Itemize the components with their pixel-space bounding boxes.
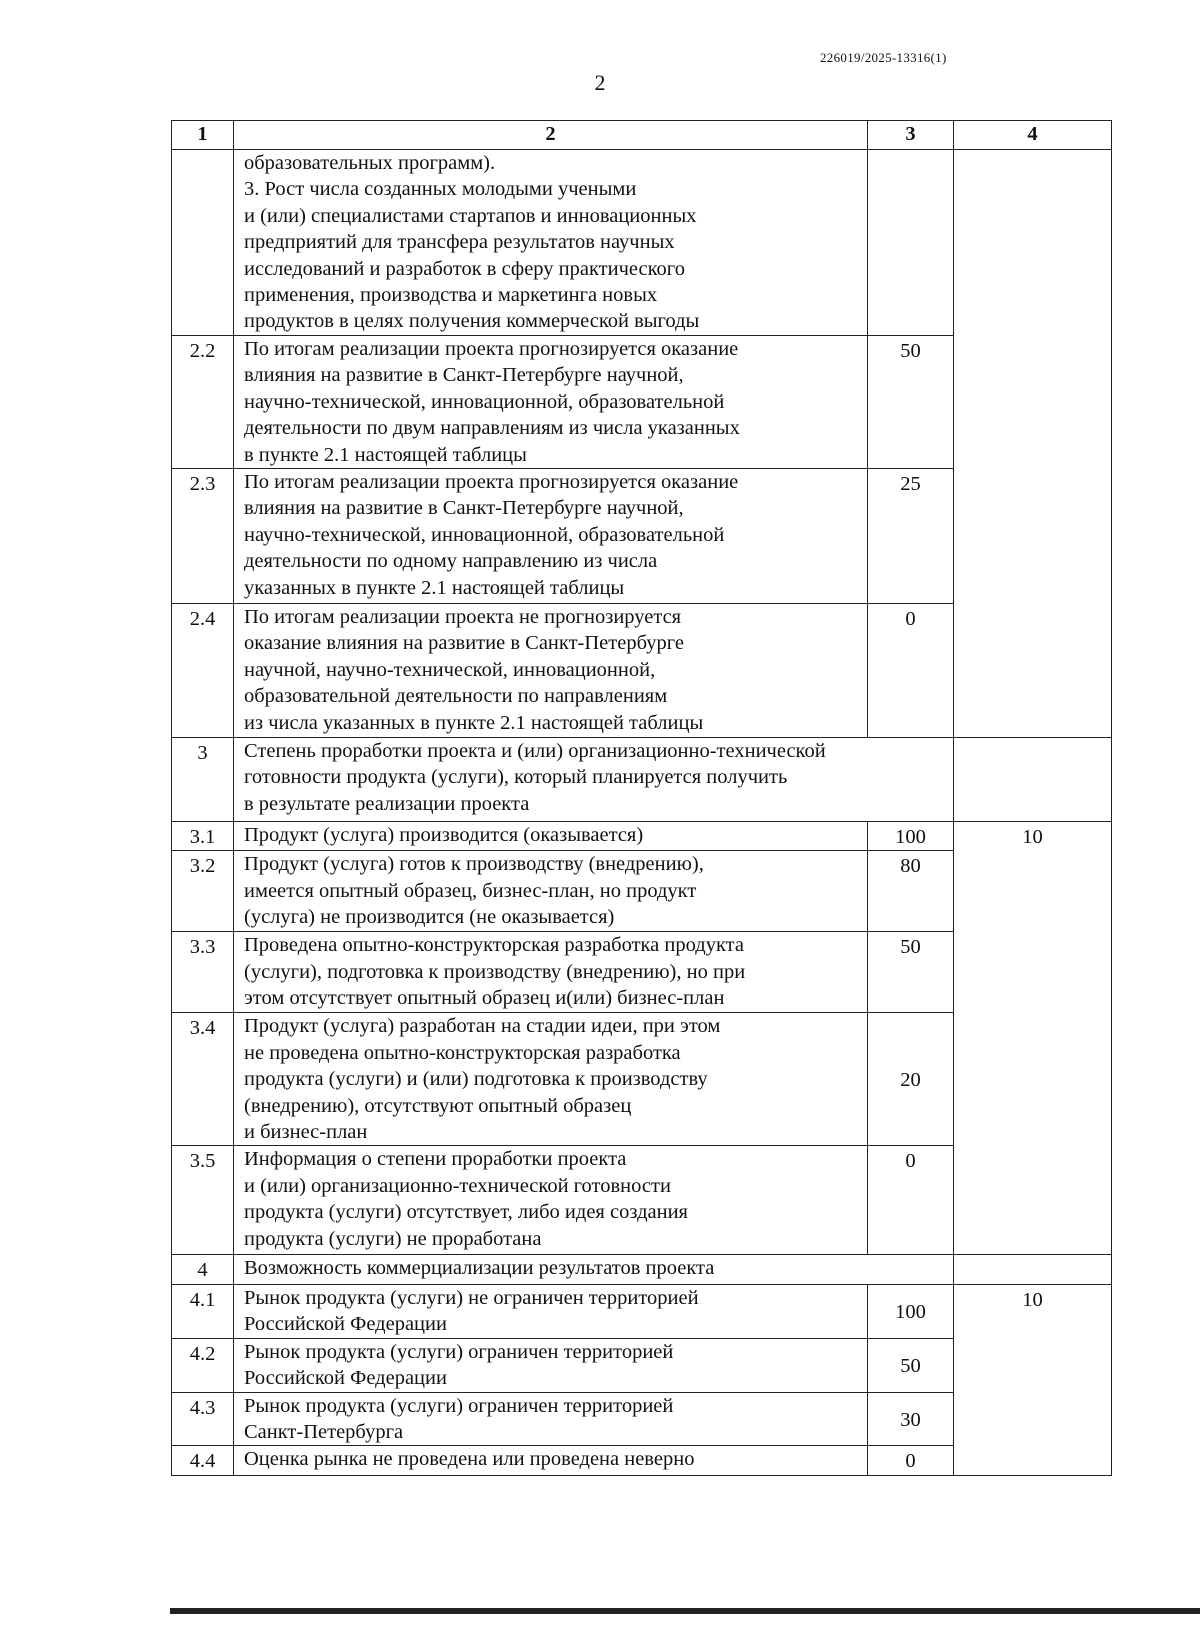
row-score: 100 (868, 1284, 954, 1338)
column-header: 3 (868, 121, 954, 150)
row-text: образовательных программ). 3. Рост числа созданных молодыми учеными и (или) специалистами стартапов и инновационных предприятий для трансфера результатов научных исследований и разработок в сферу практического применения, производства и маркетинга новых продуктов в целях получения коммерческой выгоды (234, 150, 868, 336)
row-score: 50 (868, 336, 954, 469)
row-weight (954, 150, 1112, 738)
row-number: 4.2 (172, 1338, 234, 1392)
row-number: 4.1 (172, 1284, 234, 1338)
section-heading-row (172, 738, 1112, 822)
row-number (172, 150, 234, 336)
table-row (172, 1284, 1112, 1338)
column-header: 4 (954, 121, 1112, 150)
row-text: Степень проработки проекта и (или) организационно-технической готовности продукта (услуги), который планируется получить в результате реализации проекта (234, 738, 954, 822)
table-header-row (172, 121, 1112, 150)
row-number: 3.1 (172, 822, 234, 851)
row-number: 2.2 (172, 336, 234, 469)
row-number: 3.5 (172, 1146, 234, 1255)
row-score: 25 (868, 469, 954, 604)
row-weight (954, 1255, 1112, 1284)
row-number: 3.3 (172, 932, 234, 1013)
row-text: Продукт (услуга) готов к производству (внедрению), имеется опытный образец, бизнес-план, но продукт (услуга) не производится (не оказывается) (234, 851, 868, 932)
row-text: Проведена опытно-конструкторская разработка продукта (услуги), подготовка к производству (внедрению), но при этом отсутствует опытный образец и(или) бизнес-план (234, 932, 868, 1013)
row-number: 2.3 (172, 469, 234, 604)
page-number: 2 (594, 70, 606, 95)
row-number: 4.3 (172, 1392, 234, 1446)
scan-edge-line (170, 1608, 1200, 1614)
criteria-table (171, 120, 1112, 1476)
row-text: Оценка рынка не проведена или проведена неверно (234, 1446, 868, 1475)
row-text: По итогам реализации проекта прогнозируется оказание влияния на развитие в Санкт-Петербурге научной, научно-технической, инновационной, образовательной деятельности по двум направлениям из числа указанных в пункте 2.1 настоящей таблицы (234, 336, 868, 469)
row-score: 80 (868, 851, 954, 932)
row-score: 50 (868, 1338, 954, 1392)
row-number: 3.4 (172, 1013, 234, 1146)
row-text: Продукт (услуга) производится (оказывается) (234, 822, 868, 851)
row-weight (954, 738, 1112, 822)
row-text: Возможность коммерциализации результатов проекта (234, 1255, 954, 1284)
row-text: Информация о степени проработки проекта и (или) организационно-технической готовности продукта (услуги) отсутствует, либо идея создания продукта (услуги) не проработана (234, 1146, 868, 1255)
row-number: 2.4 (172, 604, 234, 738)
row-weight: 10 (954, 1284, 1112, 1475)
column-header: 2 (234, 121, 868, 150)
row-text: По итогам реализации проекта прогнозируется оказание влияния на развитие в Санкт-Петербурге научной, научно-технической, инновационной, образовательной деятельности по одному направлению из числа указанных в пункте 2.1 настоящей таблицы (234, 469, 868, 604)
row-score: 50 (868, 932, 954, 1013)
table-row (172, 822, 1112, 851)
row-text: Продукт (услуга) разработан на стадии идеи, при этом не проведена опытно-конструкторская разработка продукта (услуги) и (или) подготовка к производству (внедрению), отсутствуют опытный образец и бизнес-план (234, 1013, 868, 1146)
table-row (172, 150, 1112, 336)
section-heading-row (172, 1255, 1112, 1284)
row-score (868, 150, 954, 336)
row-number: 3.2 (172, 851, 234, 932)
row-score: 20 (868, 1013, 954, 1146)
row-weight: 10 (954, 822, 1112, 1255)
document-number: 226019/2025-13316(1) (820, 50, 947, 65)
row-number: 4.4 (172, 1446, 234, 1475)
row-number: 4 (172, 1255, 234, 1284)
row-score: 30 (868, 1392, 954, 1446)
row-number: 3 (172, 738, 234, 822)
column-header: 1 (172, 121, 234, 150)
row-score: 0 (868, 1446, 954, 1475)
row-score: 100 (868, 822, 954, 851)
row-text: Рынок продукта (услуги) ограничен территорией Санкт-Петербурга (234, 1392, 868, 1446)
row-text: По итогам реализации проекта не прогнозируется оказание влияния на развитие в Санкт-Петербурге научной, научно-технической, инновационной, образовательной деятельности по направлениям из числа указанных в пункте 2.1 настоящей таблицы (234, 604, 868, 738)
row-score: 0 (868, 1146, 954, 1255)
row-score: 0 (868, 604, 954, 738)
row-text: Рынок продукта (услуги) ограничен территорией Российской Федерации (234, 1338, 868, 1392)
row-text: Рынок продукта (услуги) не ограничен территорией Российской Федерации (234, 1284, 868, 1338)
